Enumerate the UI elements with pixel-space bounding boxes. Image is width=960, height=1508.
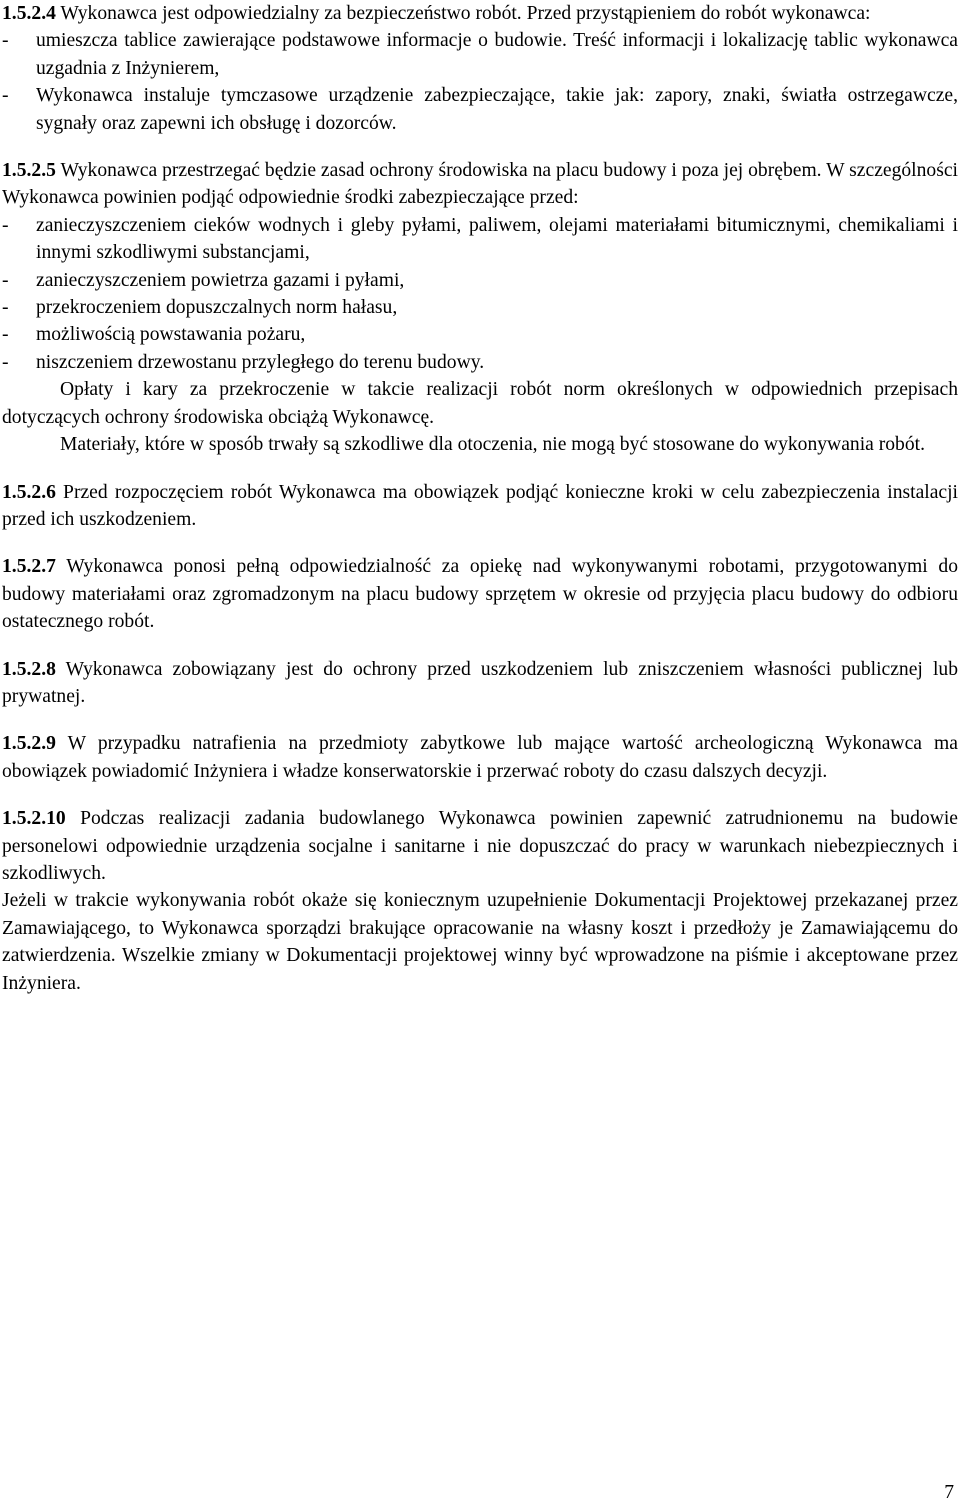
list-item bbox=[0, 27, 960, 82]
section-1-5-2-10 bbox=[0, 805, 960, 997]
dash-bullet: - bbox=[2, 269, 9, 291]
section-1-5-2-6 bbox=[0, 479, 960, 534]
spacer bbox=[0, 636, 960, 656]
section-1-5-2-8 bbox=[0, 656, 960, 711]
section-paragraph bbox=[0, 479, 960, 534]
paragraph-materials: Materiały, które w sposób trwały są szkodliwe dla otoczenia, nie mogą być stosowane do wykonywania robót. bbox=[60, 434, 925, 456]
list-item bbox=[0, 212, 960, 267]
dash-bullet: - bbox=[2, 214, 9, 236]
section-number: 1.5.2.6 bbox=[2, 481, 56, 503]
list-item-text: niszczeniem drzewostanu przyległego do terenu budowy. bbox=[36, 351, 485, 373]
spacer bbox=[0, 710, 960, 730]
list-item-text: możliwością powstawania pożaru, bbox=[36, 324, 306, 346]
section-text: Wykonawca przestrzegać będzie zasad ochrony środowiska na placu budowy i poza jej obrębem. W szczególności Wykonawca powinien podjąć odpowiednie środki zabezpieczające przed: bbox=[2, 160, 958, 209]
section-number: 1.5.2.8 bbox=[2, 658, 56, 680]
list-item bbox=[0, 321, 960, 348]
section-paragraph bbox=[0, 656, 960, 711]
list-item-text: Wykonawca instaluje tymczasowe urządzenie zabezpieczające, takie jak: zapory, znaki, światła ostrzegawcze, sygnały oraz zapewni ich obsługę i dozorców. bbox=[36, 85, 958, 134]
section-text: Przed rozpoczęciem robót Wykonawca ma obowiązek podjąć konieczne kroki w celu zabezpieczenia instalacji przed ich uszkodzeniem. bbox=[2, 481, 958, 530]
list-item bbox=[0, 267, 960, 294]
section-number: 1.5.2.9 bbox=[2, 733, 56, 755]
paragraph-fees: Opłaty i kary za przekroczenie w takcie realizacji robót norm określonych w odpowiednich przepisach dotyczących ochrony środowiska obciążą Wykonawcę. bbox=[2, 379, 958, 428]
section-paragraph bbox=[0, 0, 960, 27]
list-item bbox=[0, 349, 960, 376]
section-1-5-2-7 bbox=[0, 553, 960, 635]
dash-bullet: - bbox=[2, 30, 9, 52]
section-1-5-2-9 bbox=[0, 730, 960, 785]
paragraph-documentation: Jeżeli w trakcie wykonywania robót okaże się koniecznym uzupełnienie Dokumentacji Projektowej przekazanej przez Zamawiającego, to Wykonawca sporządzi brakujące opracowanie na własny koszt i przedłoży je Zamawiającemu do zatwierdzenia. Wszelkie zmiany w Dokumentacji projektowej winny być wprowadzone na piśmie i akceptowane przez Inżyniera. bbox=[2, 890, 958, 994]
section-text: Wykonawca zobowiązany jest do ochrony przed uszkodzeniem lub zniszczeniem własności publicznej lub prywatnej. bbox=[2, 658, 958, 707]
list-item bbox=[0, 294, 960, 321]
spacer bbox=[0, 137, 960, 157]
section-text: Wykonawca jest odpowiedzialny za bezpieczeństwo robót. Przed przystąpieniem do robót wykonawca: bbox=[55, 3, 871, 24]
list-item-text: umieszcza tablice zawierające podstawowe informacje o budowie. Treść informacji i lokalizację tablic wykonawca uzgadnia z Inżynierem, bbox=[36, 30, 958, 79]
section-text: Podczas realizacji zadania budowlanego Wykonawca powinien zapewnić zatrudnionemu na budowie personelowi odpowiednie urządzenia socjalne i sanitarne i nie dopuszczać do pracy w warunkach niebezpiecznych i szkodliwych. bbox=[2, 808, 958, 884]
list-item-text: zanieczyszczeniem cieków wodnych i gleby pyłami, paliwem, olejami materiałami bitumicznymi, chemikaliami i innymi szkodliwymi substancjami, bbox=[36, 214, 958, 264]
section-text: Wykonawca ponosi pełną odpowiedzialność za opiekę nad wykonywanymi robotami, przygotowanymi do budowy materiałami oraz zgromadzonym na placu budowy sprzętem w okresie od przyjęcia placu budowy do odbioru ostatecznego robót. bbox=[2, 556, 958, 633]
section-number: 1.5.2.4 bbox=[2, 3, 56, 24]
bullet-list bbox=[0, 212, 960, 376]
page-number: 7 bbox=[944, 1481, 954, 1503]
list-item bbox=[0, 82, 960, 137]
spacer bbox=[0, 785, 960, 805]
list-item-text: zanieczyszczeniem powietrza gazami i pyłami, bbox=[36, 269, 405, 291]
list-item-text: przekroczeniem dopuszczalnych norm hałasu, bbox=[36, 297, 398, 319]
section-paragraph bbox=[0, 730, 960, 785]
dash-bullet: - bbox=[2, 351, 9, 373]
dash-bullet: - bbox=[2, 324, 9, 346]
spacer bbox=[0, 459, 960, 479]
dash-bullet: - bbox=[2, 297, 9, 319]
section-number: 1.5.2.5 bbox=[2, 160, 56, 182]
section-1-5-2-5 bbox=[0, 157, 960, 458]
dash-bullet: - bbox=[2, 85, 9, 107]
section-number: 1.5.2.7 bbox=[2, 556, 56, 578]
section-paragraph bbox=[0, 805, 960, 887]
section-1-5-2-4 bbox=[0, 0, 960, 137]
section-number: 1.5.2.10 bbox=[2, 808, 66, 830]
bullet-list bbox=[0, 27, 960, 137]
section-paragraph bbox=[0, 553, 960, 635]
spacer bbox=[0, 533, 960, 553]
section-paragraph bbox=[0, 157, 960, 212]
section-text: W przypadku natrafienia na przedmioty zabytkowe lub mające wartość archeologiczną Wykonawca ma obowiązek powiadomić Inżyniera i władze konserwatorskie i przerwać roboty do czasu dalszych decyzji. bbox=[2, 733, 958, 782]
